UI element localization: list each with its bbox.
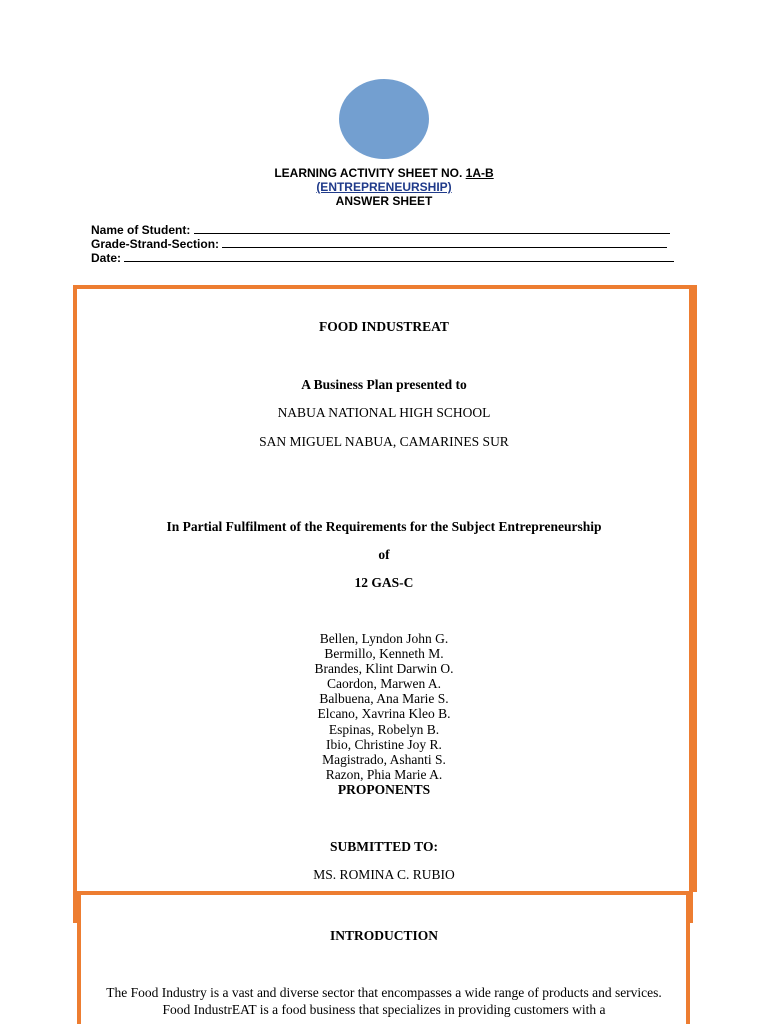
sheet-title	[0, 166, 768, 180]
of-text: of	[378, 547, 390, 562]
sheet-number: 1A-B	[465, 166, 494, 180]
section-name: 12 GAS-C	[354, 575, 414, 590]
proponent-name: Balbuena, Ana Marie S.	[319, 691, 449, 707]
subject-label: (ENTREPRENEURSHIP)	[316, 180, 452, 194]
school-logo	[339, 79, 429, 159]
fulfilment-statement: In Partial Fulfilment of the Requirements for the Subject Entrepreneurship	[166, 519, 602, 534]
proponent-name: Bellen, Lyndon John G.	[319, 631, 449, 646]
presented-to: A Business Plan presented to	[301, 377, 467, 392]
proponent-name: Caordon, Marwen A.	[327, 676, 441, 692]
sheet-title-prefix: LEARNING ACTIVITY SHEET NO.	[274, 166, 466, 180]
name-field-label: Name of Student:	[91, 223, 191, 237]
name-field[interactable]	[91, 223, 674, 237]
date-field-label: Date:	[91, 251, 122, 265]
proponent-name: Espinas, Robelyn B.	[328, 721, 440, 737]
sheet-type: ANSWER SHEET	[335, 194, 433, 208]
school-name: NABUA NATIONAL HIGH SCHOOL	[277, 405, 491, 420]
proponent-name: Brandes, Klint Darwin O.	[314, 661, 454, 677]
proponent-name: Razon, Phia Marie A.	[325, 766, 443, 782]
date-field[interactable]	[91, 251, 674, 265]
sheet-subject	[0, 180, 768, 194]
teacher-name: MS. ROMINA C. RUBIO	[313, 867, 455, 882]
business-title: FOOD INDUSTREAT	[319, 319, 449, 334]
grade-field-label: Grade-Strand-Section:	[91, 237, 220, 251]
intro-frame-right-edge	[686, 895, 690, 1024]
grade-field[interactable]	[91, 237, 674, 251]
cover-frame-bottom-edge	[73, 891, 693, 895]
date-field-line[interactable]	[124, 251, 674, 262]
proponent-name: Elcano, Xavrina Kleo B.	[317, 706, 451, 722]
student-info-fields	[91, 223, 674, 265]
grade-field-line[interactable]	[222, 237, 667, 248]
introduction-paragraph: The Food Industry is a vast and diverse sector that encompasses a wide range of products and services. Food IndustrEAT is a food business that specializes in providing customers with a	[106, 985, 662, 1017]
intro-frame-left-edge	[77, 895, 81, 1024]
proponents-list	[0, 631, 768, 797]
proponent-name: Magistrado, Ashanti S.	[322, 751, 446, 767]
name-field-line[interactable]	[194, 223, 670, 234]
proponent-name: Ibio, Christine Joy R.	[326, 736, 442, 752]
proponents-label: PROPONENTS	[337, 781, 431, 797]
proponent-name: Bermillo, Kenneth M.	[324, 646, 444, 662]
introduction-heading: INTRODUCTION	[329, 928, 438, 943]
school-address: SAN MIGUEL NABUA, CAMARINES SUR	[259, 434, 509, 449]
submitted-to-label: SUBMITTED TO:	[330, 839, 438, 854]
